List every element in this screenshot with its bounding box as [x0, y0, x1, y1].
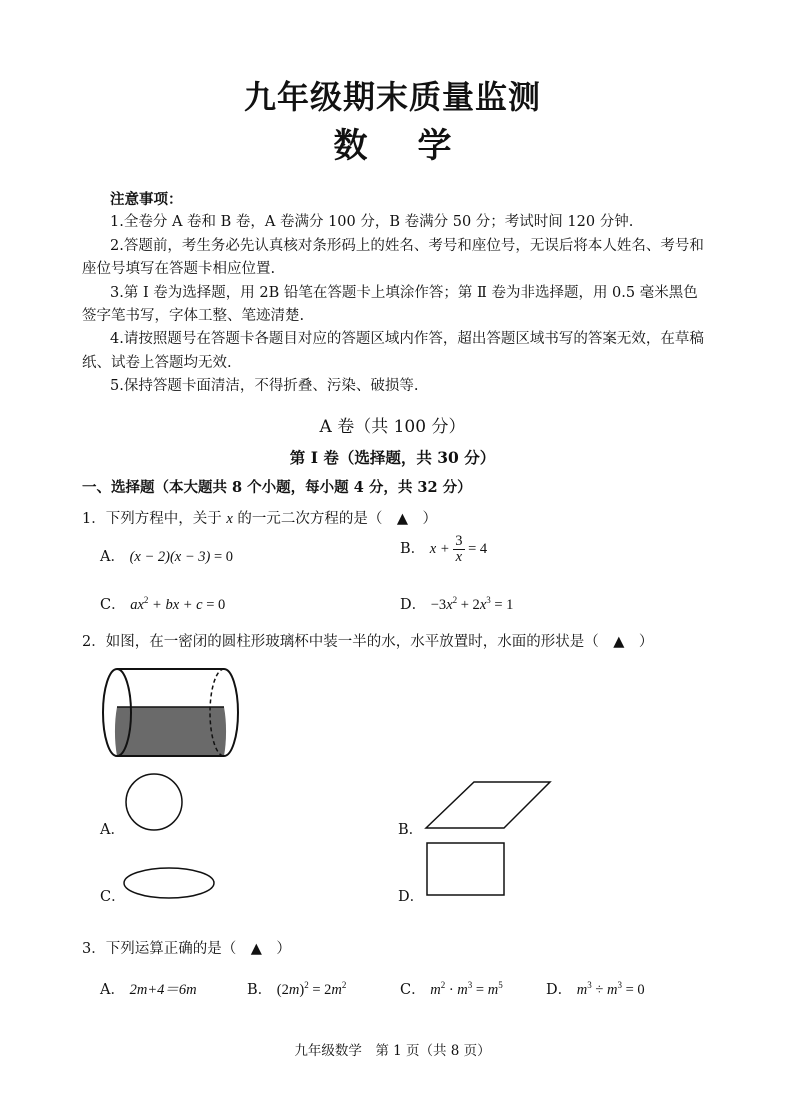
- q1-option-a[interactable]: [100, 545, 233, 566]
- rectangle-shape: [426, 842, 506, 896]
- q1-option-c-expr: $ax^2$ + bx + c = 0: [130, 595, 226, 613]
- option-label: C．: [100, 597, 126, 613]
- circle-shape: [124, 772, 184, 832]
- q2-option-c[interactable]: C．: [100, 889, 126, 905]
- q1-option-b-expr: x + $\frac{3}{x}$ = 4: [429, 533, 488, 565]
- question-2-stem: 2．如图，在一密闭的圆柱形玻璃杯中装一半的水，水平放置时，水面的形状是（ ▲ ）: [82, 634, 654, 650]
- notice-item: 1.全卷分 A 卷和 B 卷，A 卷满分 100 分，B 卷满分 50 分；考试时间 120 分钟.: [110, 214, 634, 231]
- q1-option-d-expr: $-3x^2 + 2x^3 = 1$: [430, 595, 514, 613]
- exam-title: 九年级期末质量监测: [243, 78, 541, 116]
- page-footer: 九年级数学 第 1 页（共 8 页）: [294, 1043, 491, 1059]
- q2-option-d[interactable]: D．: [398, 889, 425, 905]
- volume-a-heading: A 卷（共 100 分）: [319, 417, 466, 437]
- notice-item: 5.保持答题卡面清洁，不得折叠、污染、破损等.: [110, 378, 419, 395]
- q3-option-b-expr: $(2m)^2 = 2m^2$: [276, 980, 347, 998]
- option-label: C．: [400, 982, 426, 998]
- question-3-stem: 3．下列运算正确的是（ ▲ ）: [82, 941, 291, 957]
- parallelogram-shape: [424, 778, 554, 832]
- option-label: A．: [100, 982, 125, 998]
- q3-option-b[interactable]: [247, 978, 346, 999]
- q3-option-d[interactable]: [546, 978, 645, 999]
- option-label: D．: [546, 982, 573, 998]
- q3-option-a[interactable]: [100, 978, 197, 999]
- q1-option-c[interactable]: [100, 593, 225, 614]
- q1-variable: x: [226, 511, 233, 527]
- option-label: B．: [247, 982, 273, 998]
- q1-option-a-expr: (x − 2)(x − 3) = 0: [129, 549, 234, 565]
- cylinder-figure: [95, 662, 245, 762]
- q1-stem-text: 1．下列方程中，关于: [82, 511, 222, 527]
- subject-title: 数学: [333, 126, 502, 166]
- option-label: A．: [100, 549, 125, 565]
- q1-option-d[interactable]: [400, 593, 513, 614]
- part1-heading: 第 Ⅰ 卷（选择题，共 30 分）: [289, 448, 496, 467]
- q3-option-a-expr: 2m+4＝6m: [129, 982, 197, 998]
- q2-option-a[interactable]: A．: [100, 822, 125, 838]
- notice-block: [82, 188, 712, 399]
- notice-item: 2.答题前，考生务必先认真核对条形码上的姓名、考号和座位号，无误后将本人姓名、考号和座位号填写在答题卡相应位置.: [82, 237, 704, 278]
- question-1-stem: [82, 507, 437, 528]
- ellipse-shape: [122, 866, 216, 900]
- option-label: B．: [400, 540, 426, 557]
- notice-heading: 注意事项：: [110, 191, 183, 208]
- q3-option-c-expr: $m^2 \cdot m^3 = m^5$: [430, 980, 503, 998]
- option-label: D．: [400, 597, 427, 613]
- section1-heading: 一、选择题（本大题共 8 个小题，每小题 4 分，共 32 分）: [82, 479, 472, 496]
- q1-option-b[interactable]: [400, 534, 487, 565]
- notice-item: 3.第 Ⅰ 卷为选择题，用 2B 铅笔在答题卡上填涂作答；第 Ⅱ 卷为非选择题，用 0.5 毫米黑色签字笔书写，字体工整、笔迹清楚.: [82, 284, 698, 325]
- q3-option-d-expr: $m^3 \div m^3 = 0$: [576, 980, 645, 998]
- q2-option-b[interactable]: B．: [398, 822, 424, 838]
- q1-stem-text-2: 的一元二次方程的是（ ▲ ）: [237, 511, 438, 527]
- q3-option-c[interactable]: [400, 978, 503, 999]
- notice-item: 4.请按照题号在答题卡各题目对应的答题区域内作答，超出答题区域书写的答案无效，在草稿纸、试卷上答题均无效.: [82, 331, 704, 371]
